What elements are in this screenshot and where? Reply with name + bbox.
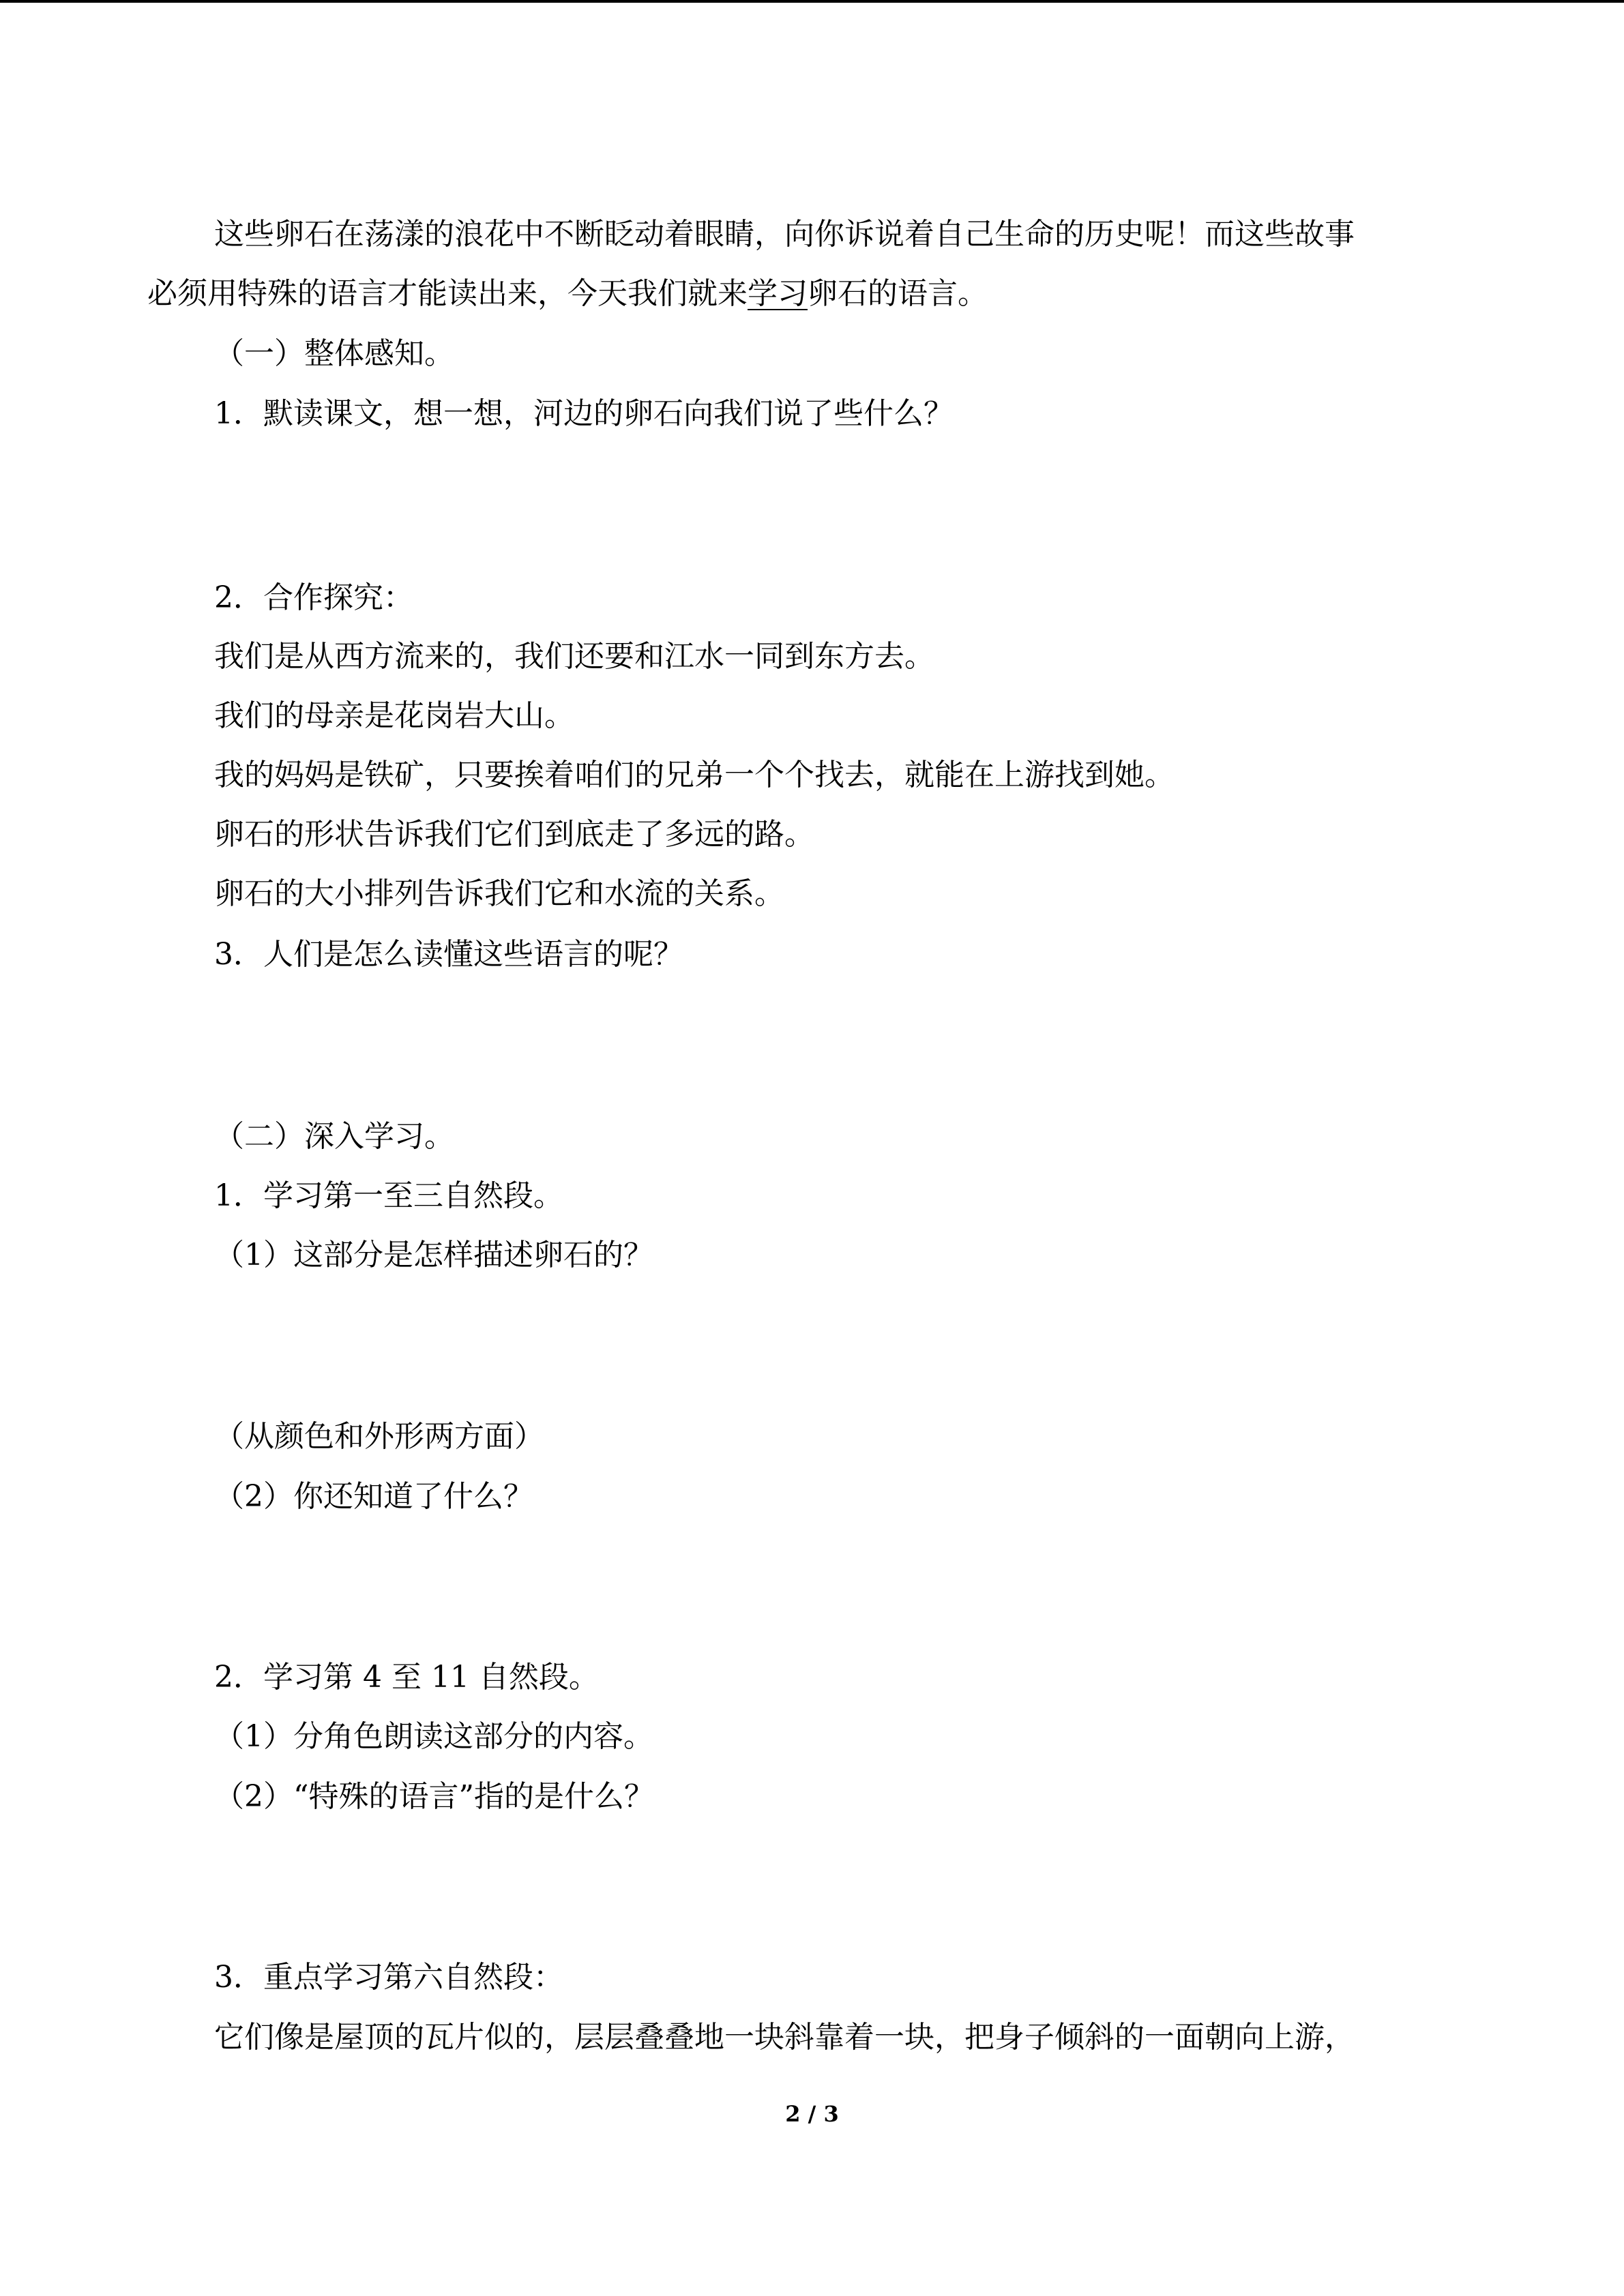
question-2: 2．合作探究：	[214, 580, 413, 615]
quote-item: 卵石的形状告诉我们它们到底走了多远的路。	[214, 817, 814, 852]
deep-question-2-b: （2）“特殊的语言”指的是什么？	[214, 1779, 654, 1814]
quote-item: 卵石的大小排列告诉我们它和水流的关系。	[214, 876, 784, 911]
question-3: 3．人们是怎么读懂这些语言的呢？	[214, 937, 683, 972]
deep-question-3: 3．重点学习第六自然段：	[214, 1960, 563, 1995]
intro-line-2	[147, 275, 988, 313]
intro-line-2-before: 必须用特殊的语言才能读出来，今天我们就来	[147, 276, 748, 311]
deep-question-1-b: （2）你还知道了什么？	[214, 1479, 533, 1514]
intro-underlined-word: 学习	[748, 276, 808, 311]
page-number: 2 / 3	[785, 2101, 839, 2127]
deep-question-3-text: 它们像是屋顶的瓦片似的，层层叠叠地一块斜靠着一块，把身子倾斜的一面朝向上游，	[214, 2020, 1355, 2055]
section-heading-deep: （二）深入学习。	[214, 1119, 454, 1154]
quote-item: 我们的母亲是花岗岩大山。	[214, 698, 574, 733]
quote-item: 我的妈妈是铁矿，只要挨着咱们的兄弟一个个找去，就能在上游找到她。	[214, 758, 1175, 792]
deep-question-2-a: （1）分角色朗读这部分的内容。	[214, 1719, 653, 1754]
intro-line-1: 这些卵石在荡漾的浪花中不断眨动着眼睛，向你诉说着自己生命的历史呢！而这些故事	[214, 217, 1355, 252]
quote-item: 我们是从西方流来的，我们还要和江水一同到东方去。	[214, 639, 934, 674]
deep-question-1-hint: （从颜色和外形两方面）	[214, 1419, 544, 1454]
deep-question-1: 1．学习第一至三自然段。	[214, 1178, 563, 1213]
intro-line-2-after: 卵石的语言。	[808, 276, 988, 311]
question-1: 1．默读课文，想一想，河边的卵石向我们说了些什么？	[214, 396, 954, 431]
deep-question-1-a: （1）这部分是怎样描述卵石的？	[214, 1238, 653, 1272]
deep-question-2: 2．学习第 4 至 11 自然段。	[214, 1660, 599, 1695]
top-border	[0, 0, 1624, 3]
section-heading-overall: （一）整体感知。	[214, 336, 454, 371]
